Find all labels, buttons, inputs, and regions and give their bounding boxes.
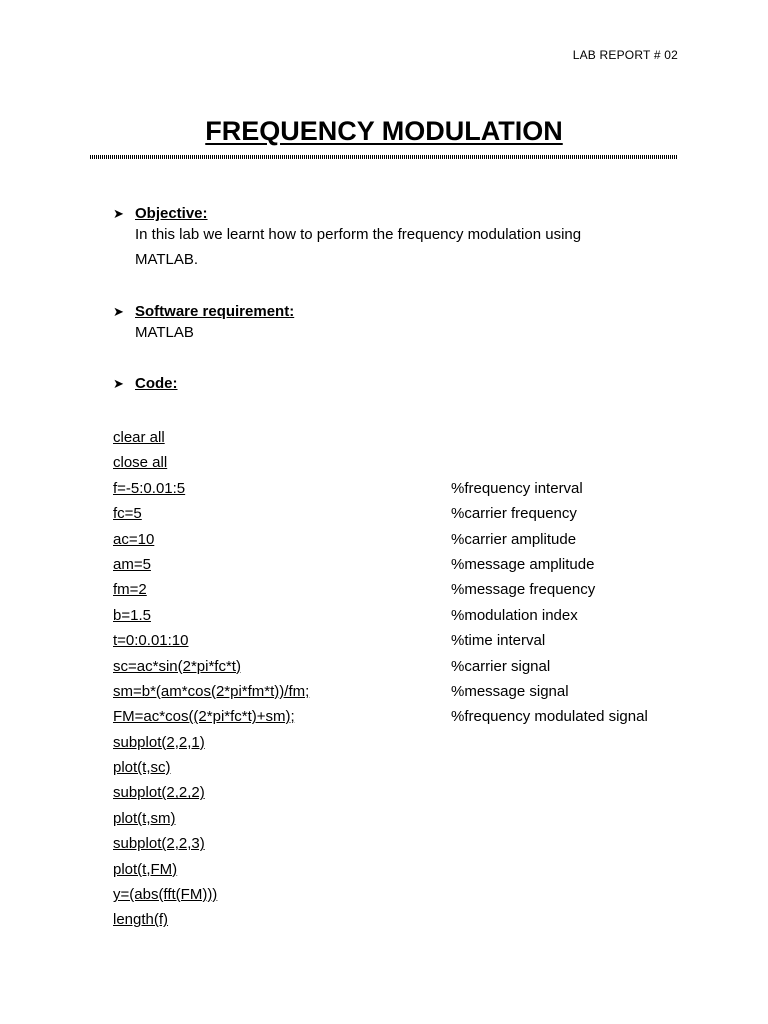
code-statement: clear all xyxy=(113,429,165,446)
code-comment: %carrier amplitude xyxy=(451,530,577,548)
code-statement: y=(abs(fft(FM))) xyxy=(113,886,218,904)
code-comment: %frequency interval xyxy=(451,479,583,497)
code-statement: length(f) xyxy=(113,911,169,929)
code-line xyxy=(113,806,648,831)
code-line xyxy=(113,882,648,907)
code-statement: sc=ac*sin(2*pi*fc*t) xyxy=(113,657,241,675)
code-line xyxy=(113,552,648,577)
code-line xyxy=(113,425,648,450)
code-statement: plot(t,sc) xyxy=(113,759,171,777)
code-statement: f=-5:0.01:5 xyxy=(113,479,186,497)
code-statement: t=0:0.01:10 xyxy=(113,632,189,650)
code-line xyxy=(113,780,648,805)
code-line xyxy=(113,907,648,932)
code-statement: subplot(2,2,1) xyxy=(113,733,205,751)
code-statement: am=5 xyxy=(113,555,151,573)
code-statement: FM=ac*cos((2*pi*fc*t)+sm); xyxy=(113,708,295,726)
code-line xyxy=(113,527,648,552)
code-comment: %message signal xyxy=(451,682,569,700)
code-line xyxy=(113,679,648,704)
code-comment: %frequency modulated signal xyxy=(451,708,648,726)
code-comment: %carrier frequency xyxy=(451,505,577,523)
code-comment: %carrier signal xyxy=(451,657,551,675)
code-heading: Code: xyxy=(135,375,178,392)
title-divider xyxy=(90,155,678,159)
code-comment: %message amplitude xyxy=(451,555,595,573)
code-comment: %modulation index xyxy=(451,606,578,624)
code-statement: fc=5 xyxy=(113,505,142,523)
code-line xyxy=(113,730,648,755)
page-title: FREQUENCY MODULATION xyxy=(205,116,563,146)
code-statement: plot(t,sm) xyxy=(113,809,176,827)
software-line-1: MATLAB xyxy=(135,324,194,341)
code-comment: %message frequency xyxy=(451,581,596,599)
code-statement: subplot(2,2,2) xyxy=(113,784,205,802)
code-line xyxy=(113,857,648,882)
arrow-bullet-icon: ➤ xyxy=(113,375,124,391)
code-section xyxy=(113,375,178,392)
code-line xyxy=(113,704,648,729)
code-line xyxy=(113,628,648,653)
objective-heading: Objective: xyxy=(135,205,208,222)
software-text xyxy=(135,320,294,345)
objective-line-2: MATLAB. xyxy=(135,251,199,268)
code-statement: plot(t,FM) xyxy=(113,860,178,878)
software-section xyxy=(113,303,294,345)
code-line xyxy=(113,577,648,602)
code-line xyxy=(113,831,648,856)
report-label: LAB REPORT # 02 xyxy=(572,48,678,62)
objective-line-1: In this lab we learnt how to perform the frequency modulation using xyxy=(135,226,582,243)
arrow-bullet-icon: ➤ xyxy=(113,303,124,319)
code-statement: subplot(2,2,3) xyxy=(113,835,205,853)
code-line xyxy=(113,755,648,780)
objective-section xyxy=(113,205,581,272)
code-statement: fm=2 xyxy=(113,581,147,599)
arrow-bullet-icon: ➤ xyxy=(113,205,124,221)
code-statement: close all xyxy=(113,454,168,472)
code-line xyxy=(113,501,648,526)
code-statement: b=1.5 xyxy=(113,606,151,624)
code-line xyxy=(113,654,648,679)
software-heading: Software requirement: xyxy=(135,303,295,320)
objective-text xyxy=(135,222,581,272)
code-line xyxy=(113,603,648,628)
code-statement: ac=10 xyxy=(113,530,155,548)
code-line xyxy=(113,450,648,475)
code-comment: %time interval xyxy=(451,632,546,650)
code-line xyxy=(113,476,648,501)
code-block xyxy=(113,425,648,933)
code-statement: sm=b*(am*cos(2*pi*fm*t))/fm; xyxy=(113,682,310,700)
